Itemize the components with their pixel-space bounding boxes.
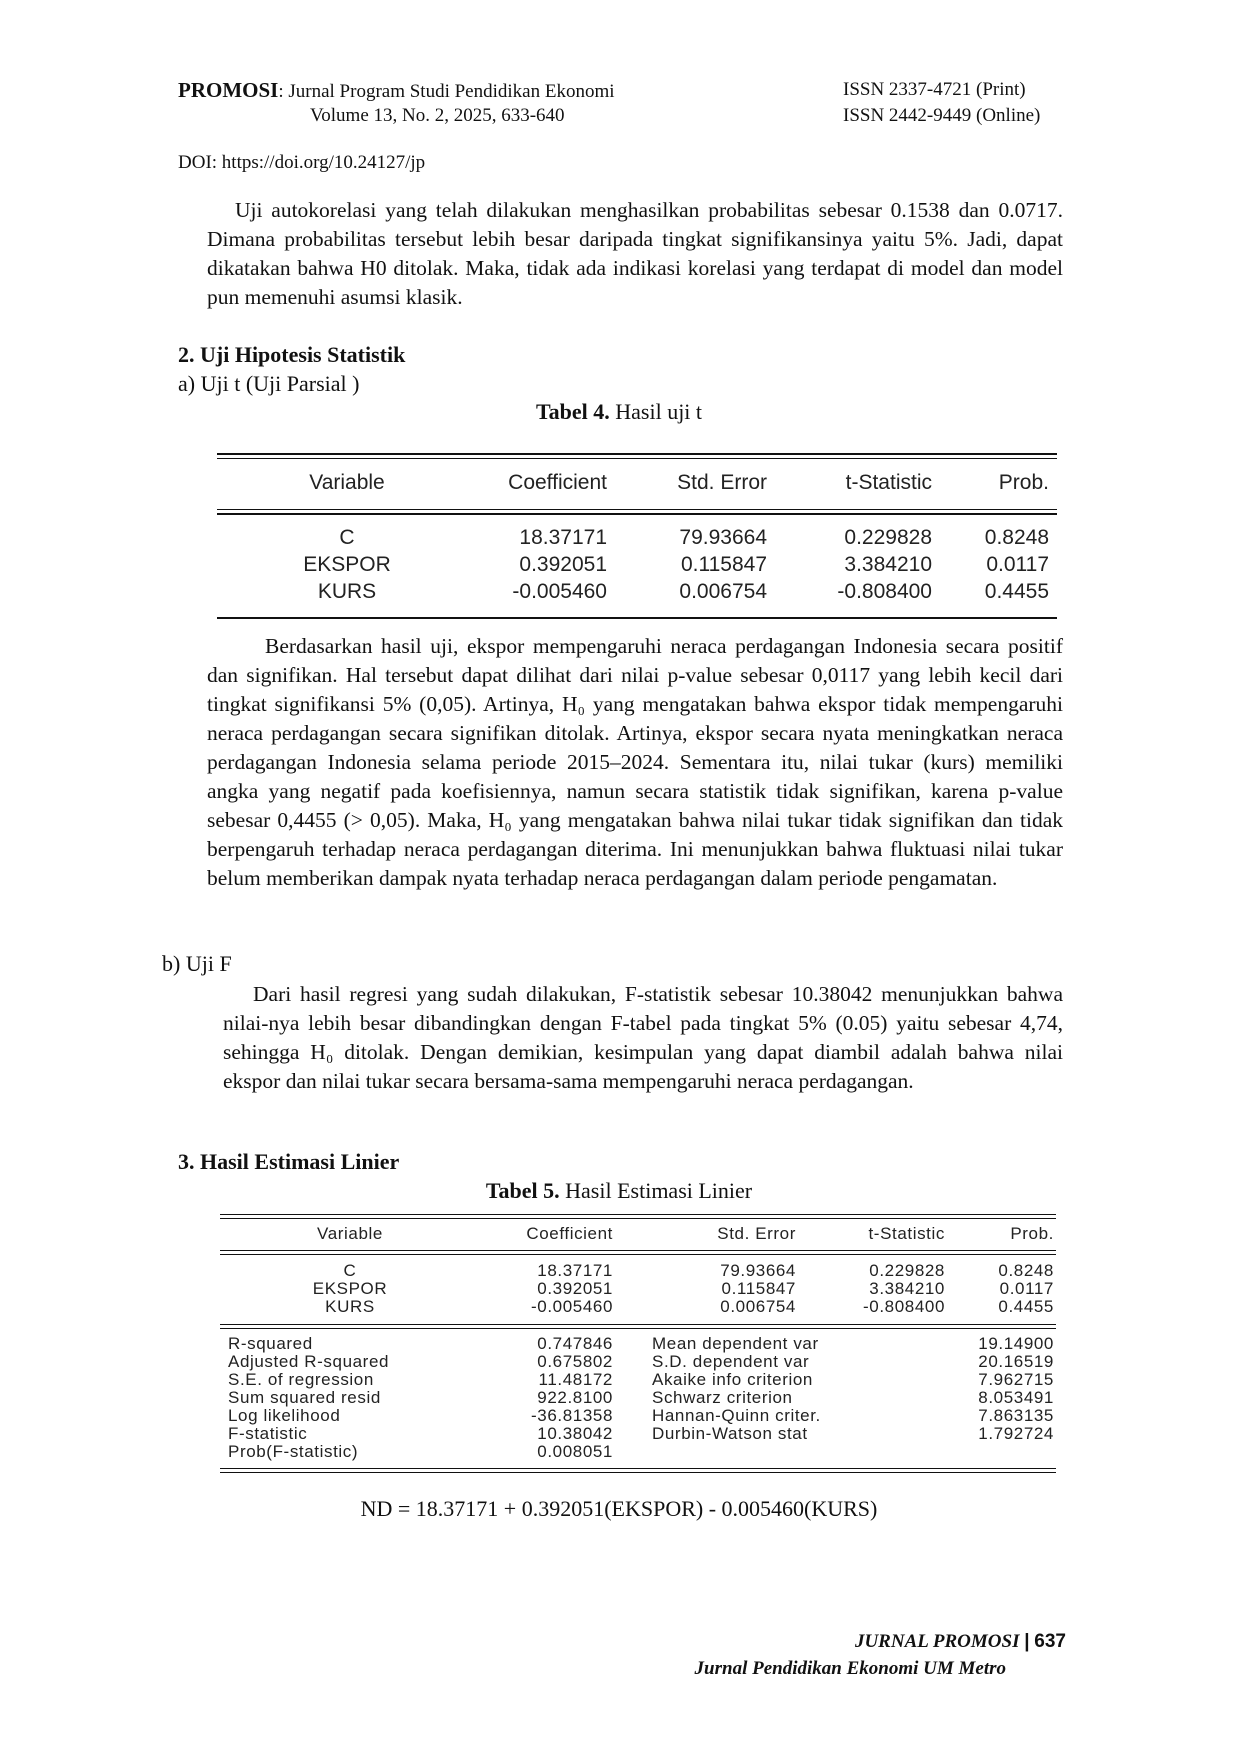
table4-cell-coefficient: 0.392051 <box>519 553 607 576</box>
table4-mid-rule <box>217 509 1057 510</box>
table-row <box>217 553 1057 579</box>
table4-cell-variable: C <box>339 526 355 549</box>
table5-cell-tstat: 0.229828 <box>869 1261 945 1280</box>
table5-stats-rule-2 <box>220 1328 1056 1329</box>
table4-cell-prob: 0.4455 <box>984 580 1049 603</box>
table5-bottom-rule-2 <box>220 1472 1056 1473</box>
table5-cell-tstat: -0.808400 <box>863 1297 945 1316</box>
table4-cell-tstat: 0.229828 <box>844 526 932 549</box>
section-heading-hypothesis: 2. Uji Hipotesis Statistik <box>178 342 406 367</box>
stat-label: F-statistic <box>228 1424 308 1443</box>
table5-top-rule-2 <box>220 1218 1056 1219</box>
table5-mid-rule <box>220 1250 1056 1251</box>
table5-cell-variable: C <box>343 1261 357 1280</box>
intro-paragraph: Uji autokorelasi yang telah dilakukan menghasilkan probabilitas sebesar 0.1538 dan 0.0717. Dimana probabilitas tersebut lebih besar daripada tingkat signifikansinya yaitu 5%. Jadi, dapat dikatakan bahwa H0 ditolak. Maka, tidak ada indikasi korelasi yang terdapat di model dan model pun memenuhi asumsi klasik. <box>207 198 1063 309</box>
table4 <box>217 453 1057 621</box>
table5-cell-coefficient: 18.37171 <box>537 1261 613 1280</box>
table4-cell-variable: KURS <box>317 580 377 603</box>
stat-label: Prob(F-statistic) <box>228 1442 359 1461</box>
table5-stats-rule <box>220 1324 1056 1325</box>
table4-cell-stderror: 0.115847 <box>680 553 767 576</box>
table5-cell-stderror: 0.006754 <box>720 1297 796 1316</box>
table5-cell-variable: EKSPOR <box>312 1279 388 1298</box>
table4-header-prob: Prob. <box>998 471 1049 494</box>
stat-value: 11.48172 <box>538 1370 613 1389</box>
table4-header-tstat: t-Statistic <box>845 471 932 494</box>
table4-mid-rule-2 <box>217 513 1057 515</box>
table5-caption: Tabel 5. Hasil Estimasi Linier <box>485 1178 753 1203</box>
table5-header-prob: Prob. <box>1010 1224 1054 1243</box>
issn-print: ISSN 2337-4721 (Print) <box>843 79 1026 100</box>
table5-header-stderror: Std. Error <box>717 1224 796 1243</box>
journal-name: PROMOSI <box>178 78 279 102</box>
table5-header-variable: Variable <box>317 1224 383 1243</box>
section-heading-estimation: 3. Hasil Estimasi Linier <box>178 1149 400 1174</box>
footer-subtitle: Jurnal Pendidikan Ekonomi UM Metro <box>694 1658 1006 1679</box>
table5-bottom-rule <box>220 1468 1056 1469</box>
table4-cell-prob: 0.0117 <box>986 553 1049 576</box>
journal-header <box>178 78 615 104</box>
table4-cell-stderror: 0.006754 <box>679 580 767 603</box>
footer-journal-name: JURNAL PROMOSI <box>854 1631 1020 1652</box>
table5-cell-variable: KURS <box>325 1297 375 1316</box>
table-row <box>217 580 1057 606</box>
stat-value: 0.675802 <box>537 1352 613 1371</box>
stat-label: Log likelihood <box>228 1406 341 1425</box>
table4-cell-stderror: 79.93664 <box>679 526 767 549</box>
table5 <box>220 1214 1056 1476</box>
table4-cell-coefficient: -0.005460 <box>512 580 607 603</box>
table5-header-coefficient: Coefficient <box>526 1224 613 1243</box>
doi-link[interactable]: DOI: https://doi.org/10.24127/jp <box>178 152 426 173</box>
table5-top-rule <box>220 1214 1056 1215</box>
stat-label: Hannan-Quinn criter. <box>652 1406 821 1425</box>
stat-label: R-squared <box>228 1334 313 1353</box>
table4-cell-variable: EKSPOR <box>303 553 391 576</box>
journal-program: : Jurnal Program Studi Pendidikan Ekonomi <box>278 81 615 102</box>
stat-value: 19.14900 <box>978 1334 1054 1353</box>
paragraph-t-test-result: Berdasarkan hasil uji, ekspor mempengaruhi neraca perdagangan Indonesia secara positif dan signifikan. Hal tersebut dapat dilihat dari nilai p-value sebesar 0,0117 yang lebih kecil dari tingkat signifikansi 5% (0,05). Artinya, H₀ yang mengatakan bahwa ekspor tidak mempengaruhi neraca perdagangan secara signifikan ditolak. Artinya, ekspor secara nyata meningkatkan neraca perdagangan Indonesia selama periode 2015–2024. Sementara itu, nilai tukar (kurs) memiliki angka yang negatif pada koefisiennya, namun secara statistik tidak signifikan, karena p-value sebesar 0,4455 (> 0,05). Maka, H₀ yang mengatakan bahwa nilai tukar tidak signifikan dan tidak berpengaruh terhadap neraca perdagangan diterima. Ini menunjukkan bahwa fluktuasi nilai tukar belum memberikan dampak nyata terhadap neraca perdagangan dalam periode pengamatan. <box>207 634 1063 890</box>
stat-label: Adjusted R-squared <box>228 1352 390 1371</box>
table5-cell-coefficient: 0.392051 <box>537 1279 613 1298</box>
table5-cell-prob: 0.8248 <box>998 1261 1054 1280</box>
table4-header-variable: Variable <box>309 471 385 494</box>
paragraph-f-test-result: Dari hasil regresi yang sudah dilakukan, F-statistik sebesar 10.38042 menunjukkan bahwa nilai-nya lebih besar dibandingkan dengan F-tabel pada tingkat 5% (0.05) yaitu sebesar 4,74, sehingga H₀ ditolak. Dengan demikian, kesimpulan yang dapat diambil adalah bahwa nilai ekspor dan nilai tukar secara bersama-sama mempengaruhi neraca perdagangan. <box>223 982 1063 1093</box>
table5-cell-tstat: 3.384210 <box>869 1279 945 1298</box>
table-row <box>217 526 1057 552</box>
table4-cell-tstat: -0.808400 <box>837 580 932 603</box>
stat-value: 8.053491 <box>978 1388 1054 1407</box>
stat-value: 7.863135 <box>978 1406 1054 1425</box>
table4-cell-coefficient: 18.37171 <box>519 526 607 549</box>
issn-online: ISSN 2442-9449 (Online) <box>843 105 1041 126</box>
table4-cell-prob: 0.8248 <box>984 526 1049 549</box>
table4-cell-tstat: 3.384210 <box>844 553 932 576</box>
table4-top-rule <box>217 453 1057 455</box>
table5-cell-stderror: 79.93664 <box>720 1261 796 1280</box>
stat-label: Schwarz criterion <box>652 1388 793 1407</box>
stat-label: Durbin-Watson stat <box>652 1424 808 1443</box>
footer-separator: | <box>1024 1631 1030 1652</box>
table4-top-rule-2 <box>217 458 1057 459</box>
stat-label: Akaike info criterion <box>652 1370 813 1389</box>
footer-journal <box>600 1631 1066 1653</box>
table5-mid-rule-2 <box>220 1254 1056 1255</box>
stat-value: 10.38042 <box>537 1424 613 1443</box>
stat-label: Mean dependent var <box>652 1334 819 1353</box>
subsection-t-test: a) Uji t (Uji Parsial ) <box>178 371 360 396</box>
stat-label: S.E. of regression <box>228 1370 374 1389</box>
stat-value: 20.16519 <box>978 1352 1054 1371</box>
stat-value: 1.792724 <box>978 1424 1054 1443</box>
regression-equation: ND = 18.37171 + 0.392051(EKSPOR) - 0.005460(KURS) <box>360 1496 878 1521</box>
subsection-f-test: b) Uji F <box>162 951 232 976</box>
table4-header-coefficient: Coefficient <box>508 471 607 494</box>
stat-value: 0.747846 <box>537 1334 613 1353</box>
stat-value: -36.81358 <box>531 1406 613 1425</box>
table4-caption: Tabel 4. Hasil uji t <box>535 399 703 424</box>
stat-value: 922.8100 <box>537 1388 613 1407</box>
stat-value: 7.962715 <box>978 1370 1054 1389</box>
table5-cell-stderror: 0.115847 <box>721 1279 796 1298</box>
table5-cell-prob: 0.0117 <box>999 1279 1054 1298</box>
table4-header-row <box>217 471 1057 497</box>
table5-cell-coefficient: -0.005460 <box>531 1297 613 1316</box>
page-number: 637 <box>1034 1631 1066 1652</box>
table5-header-tstat: t-Statistic <box>868 1224 945 1243</box>
table5-cell-prob: 0.4455 <box>998 1297 1054 1316</box>
table4-bottom-rule <box>217 617 1057 619</box>
stat-value: 0.008051 <box>537 1442 613 1461</box>
volume-info: Volume 13, No. 2, 2025, 633-640 <box>310 105 565 126</box>
stat-label: Sum squared resid <box>228 1388 381 1407</box>
stat-label: S.D. dependent var <box>652 1352 810 1371</box>
table4-header-stderror: Std. Error <box>677 471 767 494</box>
